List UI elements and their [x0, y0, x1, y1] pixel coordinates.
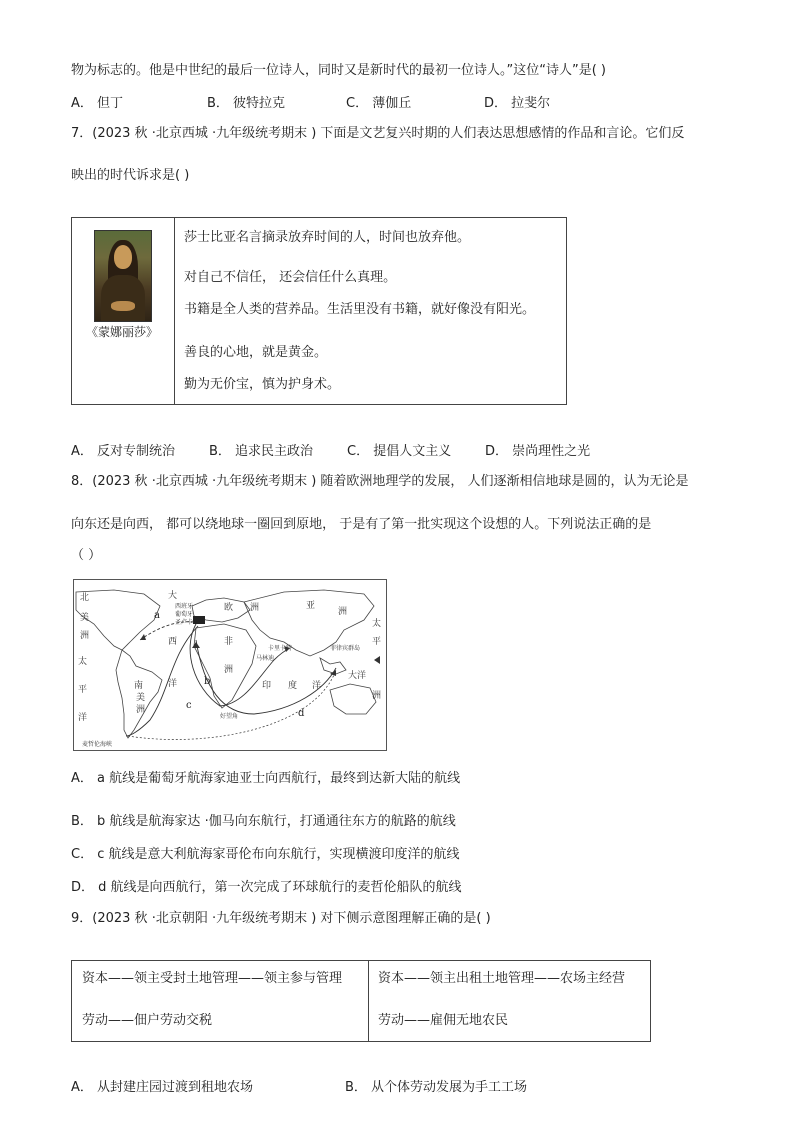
route-b [190, 624, 293, 706]
table-divider [368, 961, 369, 1041]
q8-option-c[interactable]: C． c 航线是意大利航海家哥伦布向东航行，实现横渡印度洋的航线 [71, 847, 460, 862]
right-row-2: 劳动——雇佣无地农民 [378, 1013, 509, 1028]
q7-stem-line1: 7．(2023 秋 ·北京西城 ·九年级统考期末 ) 下面是文艺复兴时期的人们表达思想感情的作品和言论。它们反 [71, 126, 685, 141]
route-d [196, 640, 336, 714]
arrow-pacific [330, 670, 336, 676]
map-label-tai-west: 太 [78, 657, 88, 667]
q8-option-b[interactable]: B． b 航线是航海家达 ·伽马向东航行，打通通往东方的航路的航线 [71, 814, 456, 829]
left-row-2: 劳动——佃户劳动交税 [82, 1013, 213, 1028]
map-label-zhou-as: 洲 [338, 607, 348, 617]
map-place-malin: 马林迪 [256, 655, 275, 662]
q7-option-b[interactable]: B． 追求民主政治 [209, 444, 314, 459]
q7-material-table [71, 217, 567, 405]
map-label-du: 度 [288, 681, 298, 691]
map-place-haowang: 好望角 [220, 713, 239, 720]
map-label-yin: 印 [262, 681, 272, 691]
map-label-ou: 欧 [224, 603, 234, 613]
q6-option-b[interactable]: B． 彼特拉克 [207, 96, 286, 111]
route-label-d: d [298, 708, 305, 719]
quote-3: 书籍是全人类的营养品。生活里没有书籍，就好像没有阳光。 [184, 302, 536, 317]
q9-option-b[interactable]: B． 从个体劳动发展为手工工场 [345, 1080, 528, 1095]
iberia-marker [193, 616, 205, 624]
map-place-putaoya: 葡萄牙 [175, 611, 194, 618]
q8-stem-line1: 8．(2023 秋 ·北京西城 ·九年级统考期末 ) 随着欧洲地理学的发展， 人们逐渐相信地球是圆的，认为无论是 [71, 474, 689, 489]
q7-stem-line2: 映出的时代诉求是( ) [71, 168, 190, 183]
arrow-d [192, 642, 200, 648]
map-label-ping-east: 平 [372, 637, 382, 647]
q6-option-d[interactable]: D． 拉斐尔 [484, 96, 551, 111]
left-row-1: 资本——领主受封土地管理——领主参与管理 [82, 971, 343, 986]
q8-stem-line3: （ ） [71, 548, 102, 563]
world-map-svg [74, 580, 386, 750]
q9-diagram-table [71, 960, 651, 1042]
right-row-1: 资本——领主出租土地管理——农场主经营 [378, 971, 626, 986]
map-label-xi-atl: 西 [168, 637, 178, 647]
map-label-tai-east: 太 [372, 619, 382, 629]
map-label-zhou-south: 洲 [136, 705, 146, 715]
q7-option-c[interactable]: C． 提倡人文主义 [347, 444, 452, 459]
map-label-zhou-eu: 洲 [250, 603, 260, 613]
map-label-ya: 亚 [306, 601, 316, 611]
q8-option-d[interactable]: D． d 航线是向西航行，第一次完成了环球航行的麦哲伦船队的航线 [71, 880, 462, 895]
quote-2: 对自己不信任， 还会信任什么真理。 [184, 270, 397, 285]
map-label-zhou-north: 洲 [80, 631, 90, 641]
map-label-zhou-oc: 洲 [372, 691, 382, 701]
map-label-nan: 南 [134, 681, 144, 691]
map-place-maizhelun: 麦哲伦海峡 [82, 741, 113, 748]
map-place-kaolikete: 卡里卡特 [268, 645, 293, 652]
q6-stem-tail: 物为标志的。他是中世纪的最后一位诗人，同时又是新时代的最初一位诗人。”这位“诗人”是( ) [71, 63, 606, 78]
route-pacific [128, 670, 336, 740]
australia-shape [330, 684, 376, 714]
map-label-ping-west: 平 [78, 685, 88, 695]
q8-option-a[interactable]: A． a 航线是葡萄牙航海家迪亚士向西航行，最终到达新大陆的航线 [71, 771, 461, 786]
southeast-asia-islands [320, 658, 346, 674]
map-place-xibanya: 西班牙 [175, 603, 194, 610]
voyage-route-map [73, 579, 387, 751]
map-label-fei: 非 [224, 637, 234, 647]
q6-option-a[interactable]: A． 但丁 [71, 96, 124, 111]
q7-option-a[interactable]: A． 反对专制统治 [71, 444, 176, 459]
map-label-yang-atl: 洋 [168, 679, 178, 689]
route-label-c: c [186, 700, 192, 711]
q9-stem: 9．(2023 秋 ·北京朝阳 ·九年级统考期末 ) 对下侧示意图理解正确的是( ) [71, 911, 491, 926]
route-label-a: a [154, 610, 160, 621]
map-label-dayang: 大洋 [348, 671, 367, 681]
map-label-yang-ind: 洋 [312, 681, 322, 691]
arrow-right-edge [374, 656, 380, 664]
map-label-mei-north: 美 [80, 613, 90, 623]
mona-lisa-painting [94, 230, 152, 322]
map-place-feilvbin: 菲律宾群岛 [330, 645, 361, 652]
map-label-mei-south: 美 [136, 693, 146, 703]
map-label-bei: 北 [80, 593, 90, 603]
q9-option-a[interactable]: A． 从封建庄园过渡到租地农场 [71, 1080, 254, 1095]
painting-caption: 《蒙娜丽莎》 [86, 325, 159, 339]
map-place-sanluka: 圣卢卡 [175, 619, 194, 626]
map-label-zhou-af: 洲 [224, 665, 234, 675]
quote-1: 莎士比亚名言摘录放弃时间的人，时间也放弃他。 [184, 230, 471, 245]
route-label-b: b [204, 676, 211, 687]
quote-4: 善良的心地，就是黄金。 [184, 345, 328, 360]
table-divider [174, 218, 175, 404]
q6-option-c[interactable]: C． 薄伽丘 [346, 96, 412, 111]
q8-stem-line2: 向东还是向西， 都可以绕地球一圈回到原地， 于是有了第一批实现这个设想的人。下列说法正确的是 [71, 517, 652, 532]
map-label-yang-west: 洋 [78, 713, 88, 723]
q7-option-d[interactable]: D． 崇尚理性之光 [485, 444, 591, 459]
map-label-da-atl: 大 [168, 591, 178, 601]
quote-5: 勤为无价宝，慎为护身术。 [184, 377, 341, 392]
